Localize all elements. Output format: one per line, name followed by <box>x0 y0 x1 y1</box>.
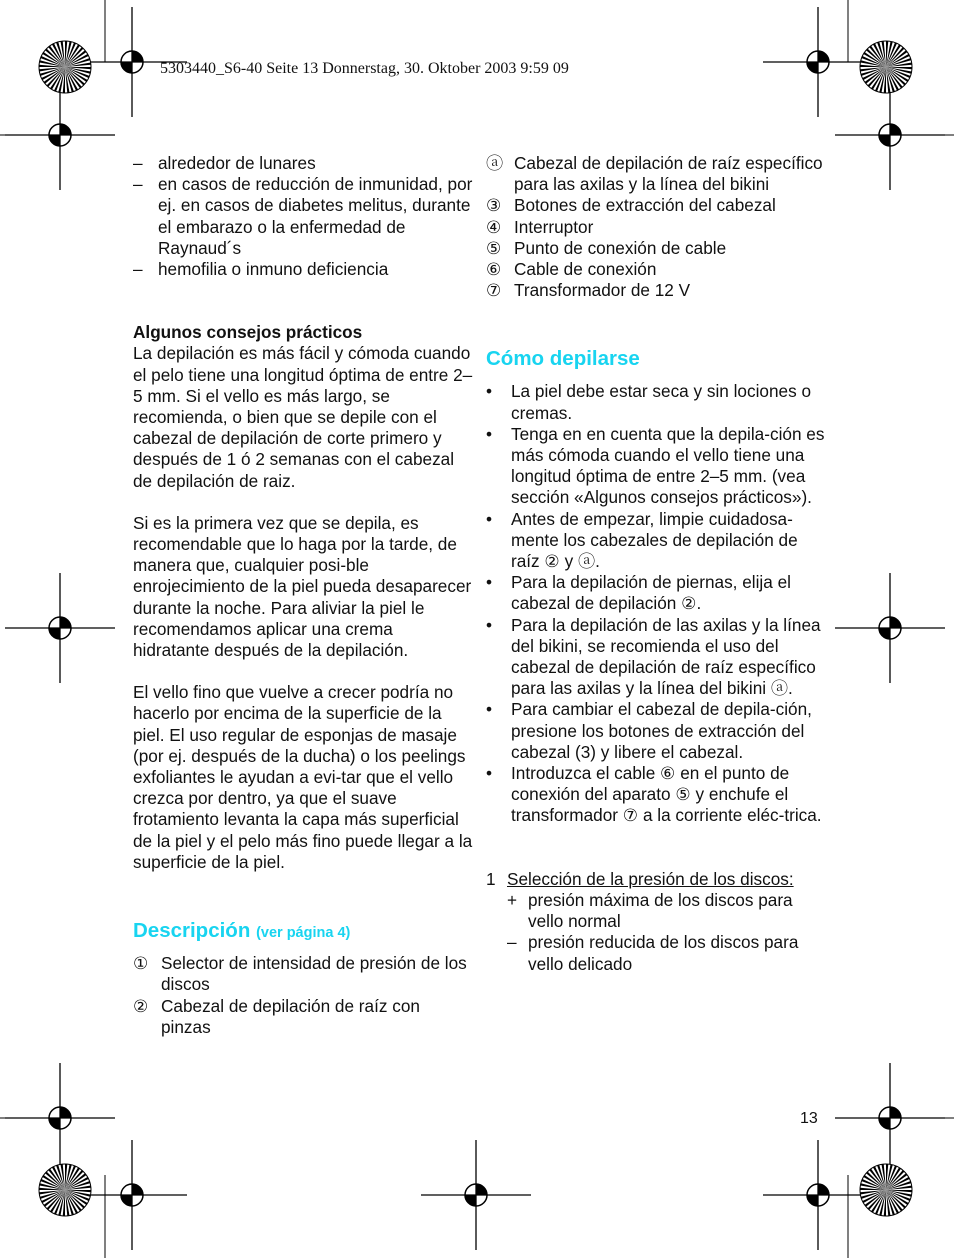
bullet-item: • Para la depilación de las axilas y la línea del bikini, se recomienda el uso del cabezal de depilación de raíz específico para las axilas y la línea del bikini ⓐ. <box>486 614 821 699</box>
registration-crosshair-icon <box>835 1063 945 1173</box>
how-to-heading: Cómo depilarse <box>486 347 640 371</box>
dash-item: – hemofilia o inmuno deficiencia <box>133 259 389 280</box>
left-column <box>133 153 473 1038</box>
tips-paragraph: Si es la primera vez que se depila, es recomendable que lo haga por la tarde, de manera que, cualquier posi-ble enrojecimiento de la piel pueda desaparecer durante la noche. Para aliviar la piel le recomendamos aplicar una crema hidratante después de la depilación. <box>133 512 472 661</box>
starburst-mark-icon <box>860 41 912 93</box>
right-column <box>486 153 826 975</box>
pressure-selection-title: Selección de la presión de los discos: <box>507 868 794 889</box>
description-item: ⑥ Cable de conexión <box>486 259 657 280</box>
description-item: ⑤ Punto de conexión de cable <box>486 237 727 258</box>
description-heading: Descripción (ver página 4) <box>133 919 351 943</box>
starburst-mark-icon <box>39 1164 91 1216</box>
page-number: 13 <box>800 1110 818 1127</box>
pressure-option: – presión reducida de los discos para vello delicado <box>507 932 799 974</box>
dash-item: – alrededor de lunares <box>133 153 316 173</box>
pressure-option: + presión máxima de los discos para vello normal <box>507 889 793 932</box>
description-item: ② Cabezal de depilación de raíz con pinzas <box>133 995 420 1037</box>
registration-crosshair-icon <box>763 7 873 117</box>
registration-crosshair-icon <box>5 1063 115 1173</box>
page-reference: (ver página 4) <box>256 925 351 942</box>
description-item: ③ Botones de extracción del cabezal <box>486 195 776 216</box>
registration-crosshair-icon <box>835 573 945 683</box>
bullet-item: • Antes de empezar, limpie cuidadosa-mente los cabezales de depilación de raíz ② y ⓐ. <box>486 508 798 572</box>
registration-crosshair-icon <box>421 1140 531 1250</box>
registration-crosshair-icon <box>763 1140 873 1250</box>
tips-paragraph: El vello fino que vuelve a crecer podría no hacerlo por encima de la superficie de la piel. El uso regular de esponjas de masaje (por ej. después de la ducha) o los peelings exfoliantes le ayudan a evi-tar que el vello crezca por dentro, ya que el suave frotamiento levanta la capa más superficial de la piel y el pelo más fino puede llegar a la superficie de la piel. <box>133 682 473 872</box>
starburst-mark-icon <box>39 41 91 93</box>
registration-crosshair-icon <box>5 573 115 683</box>
tips-paragraph: La depilación es más fácil y cómoda cuando el pelo tiene una longitud óptima de entre 2–5 mm. Si el vello es más largo, se recomienda, o bien que se depile con el cabezal de depilación de corte primero y después de 1 ó 2 semanas con el cabezal de depilación de raiz. <box>133 343 473 491</box>
starburst-mark-icon <box>860 1164 912 1216</box>
registration-crosshair-icon <box>5 80 115 190</box>
print-header: 5303440_S6-40 Seite 13 Donnerstag, 30. Oktober 2003 9:59 09 <box>160 60 569 77</box>
bullet-item: • La piel debe estar seca y sin lociones o cremas. <box>486 381 812 423</box>
description-item: ⓐ Cabezal de depilación de raíz específico para las axilas y la línea del bikini <box>486 153 823 195</box>
bullet-item: • Tenga en en cuenta que la depila-ción es más cómoda cuando el vello tiene una longitud óptima de entre 2–5 mm. (vea sección «Algunos consejos prácticos»). <box>486 423 825 508</box>
registration-crosshair-icon <box>835 80 945 190</box>
pressure-selection: 1 Selección de la presión de los discos: <box>486 869 826 890</box>
description-item: ① Selector de intensidad de presión de los discos <box>133 953 467 995</box>
bullet-item: • Introduzca el cable ⑥ en el punto de conexión del aparato ⑤ y enchufe el transformador ⑦ a la corriente eléc-trica. <box>486 763 822 826</box>
bullet-item: • Para cambiar el cabezal de depila-ción, presione los botones de extracción del cabezal (3) y libere el cabezal. <box>486 699 812 762</box>
dash-item: – en casos de reducción de inmunidad, por ej. en casos de diabetes melitus, durante el embarazo o la enfermedad de Raynaud´s <box>133 174 473 258</box>
description-item: ⑦ Transformador de 12 V <box>486 280 691 301</box>
tips-heading: Algunos consejos prácticos <box>133 322 363 343</box>
registration-crosshair-icon <box>77 1140 187 1250</box>
description-item: ④ Interruptor <box>486 216 594 237</box>
bullet-item: • Para la depilación de piernas, elija el cabezal de depilación ②. <box>486 572 791 614</box>
